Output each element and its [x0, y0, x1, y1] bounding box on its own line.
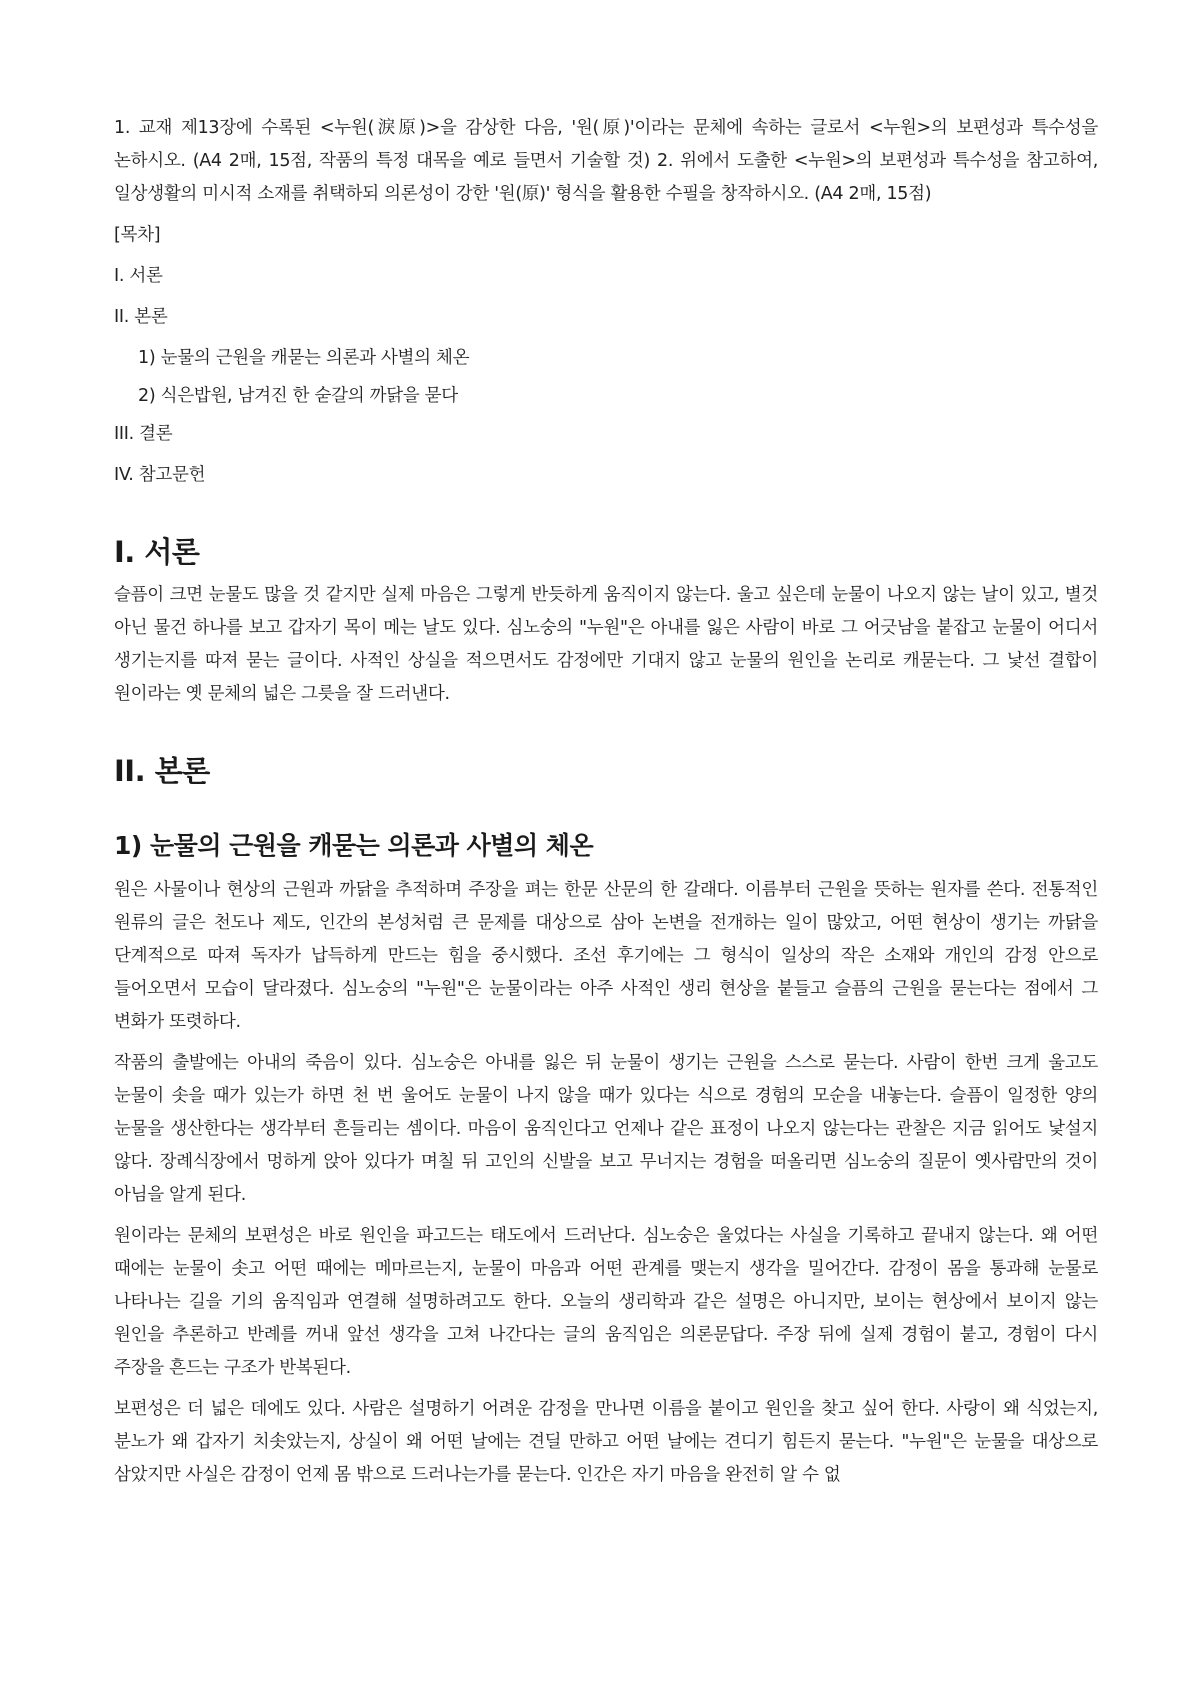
- body-paragraph: 보편성은 더 넓은 데에도 있다. 사람은 설명하기 어려운 감정을 만나면 이름을 붙이고 원인을 찾고 싶어 한다. 사랑이 왜 식었는지, 분노가 왜 갑자기 치솟았는지, 상실이 왜 어떤 날에는 견딜 만하고 어떤 날에는 견디기 힘든지 묻는다. "누원"은 눈물을 대상으로 삼았지만 사실은 감정이 언제 몸 밖으로 드러나는가를 묻는다. 인간은 자기 마음을 완전히 알 수 없: [114, 1399, 1098, 1485]
- assignment-prompt: 1. 교재 제13장에 수록된 <누원(淚原)>을 감상한 다음, '원(原)'이라는 문체에 속하는 글로서 <누원>의 보편성과 특수성을 논하시오. (A4 2매, 15점, 작품의 특정 대목을 예로 들면서 기술할 것) 2. 위에서 도출한 <누원>의 보편성과 특수성을 참고하여, 일상생활의 미시적 소재를 취택하되 의론성이 강한 '원(原)' 형식을 활용한 수필을 창작하시오. (A4 2매, 15점): [114, 118, 1098, 204]
- body-paragraph: 작품의 출발에는 아내의 죽음이 있다. 심노숭은 아내를 잃은 뒤 눈물이 생기는 근원을 스스로 묻는다. 사람이 한번 크게 울고도 눈물이 솟을 때가 있는가 하면 천 번 울어도 눈물이 나지 않을 때가 있다는 식으로 경험의 모순을 내놓는다. 슬픔이 일정한 양의 눈물을 생산한다는 생각부터 흔들리는 셈이다. 마음이 움직인다고 언제나 같은 표정이 나오지 않는다는 관찰은 지금 읽어도 낯설지 않다. 장례식장에서 멍하게 앉아 있다가 며칠 뒤 고인의 신발을 보고 무너지는 경험을 떠올리면 심노숭의 질문이 옛사람만의 것이 아님을 알게 된다.: [114, 1053, 1098, 1205]
- toc-title: [목차]: [114, 225, 161, 245]
- intro-paragraph: 슬픔이 크면 눈물도 많을 것 같지만 실제 마음은 그렇게 반듯하게 움직이지 않는다. 울고 싶은데 눈물이 나오지 않는 날이 있고, 별것 아닌 물건 하나를 보고 갑자기 목이 메는 날도 있다. 심노숭의 "누원"은 아내를 잃은 사람이 바로 그 어긋남을 붙잡고 눈물이 어디서 생기는지를 따져 묻는 글이다. 사적인 상실을 적으면서도 감정에만 기대지 않고 눈물의 원인을 논리로 캐묻는다. 그 낯선 결합이 원이라는 옛 문체의 넓은 그릇을 잘 드러낸다.: [114, 585, 1098, 704]
- toc-item-body: II. 본론: [114, 307, 168, 327]
- toc-item-body-sub-2: 2) 식은밥원, 남겨진 한 숟갈의 까닭을 묻다: [138, 386, 458, 406]
- section-heading-body: II. 본론: [114, 754, 210, 788]
- toc-item-intro: I. 서론: [114, 266, 163, 286]
- body-paragraph: 원은 사물이나 현상의 근원과 까닭을 추적하며 주장을 펴는 한문 산문의 한 갈래다. 이름부터 근원을 뜻하는 원자를 쓴다. 전통적인 원류의 글은 천도나 제도, 인간의 본성처럼 큰 문제를 대상으로 삼아 논변을 전개하는 일이 많았고, 어떤 현상이 생기는 까닭을 단계적으로 따져 독자가 납득하게 만드는 힘을 중시했다. 조선 후기에는 그 형식이 일상의 작은 소재와 개인의 감정 안으로 들어오면서 모습이 달라졌다. 심노숭의 "누원"은 눈물이라는 아주 사적인 생리 현상을 붙들고 슬픔의 근원을 묻는다는 점에서 그 변화가 또렷하다.: [114, 880, 1098, 1032]
- toc-item-body-sub-1: 1) 눈물의 근원을 캐묻는 의론과 사별의 체온: [138, 348, 470, 368]
- subsection-heading-1: 1) 눈물의 근원을 캐묻는 의론과 사별의 체온: [114, 831, 594, 860]
- toc-item-conclusion: III. 결론: [114, 424, 173, 444]
- table-of-contents: [114, 260, 1098, 492]
- section-heading-intro: I. 서론: [114, 535, 200, 569]
- body-paragraph: 원이라는 문체의 보편성은 바로 원인을 파고드는 태도에서 드러난다. 심노숭은 울었다는 사실을 기록하고 끝내지 않는다. 왜 어떤 때에는 눈물이 솟고 어떤 때에는 메마르는지, 눈물이 마음과 어떤 관계를 맺는지 생각을 밀어간다. 감정이 몸을 통과해 눈물로 나타나는 길을 기의 움직임과 연결해 설명하려고도 한다. 오늘의 생리학과 같은 설명은 아니지만, 보이는 현상에서 보이지 않는 원인을 추론하고 반례를 꺼내 앞선 생각을 고쳐 나간다는 글의 움직임은 의론문답다. 주장 뒤에 실제 경험이 붙고, 경험이 다시 주장을 흔드는 구조가 반복된다.: [114, 1226, 1098, 1378]
- toc-item-references: IV. 참고문헌: [114, 465, 206, 485]
